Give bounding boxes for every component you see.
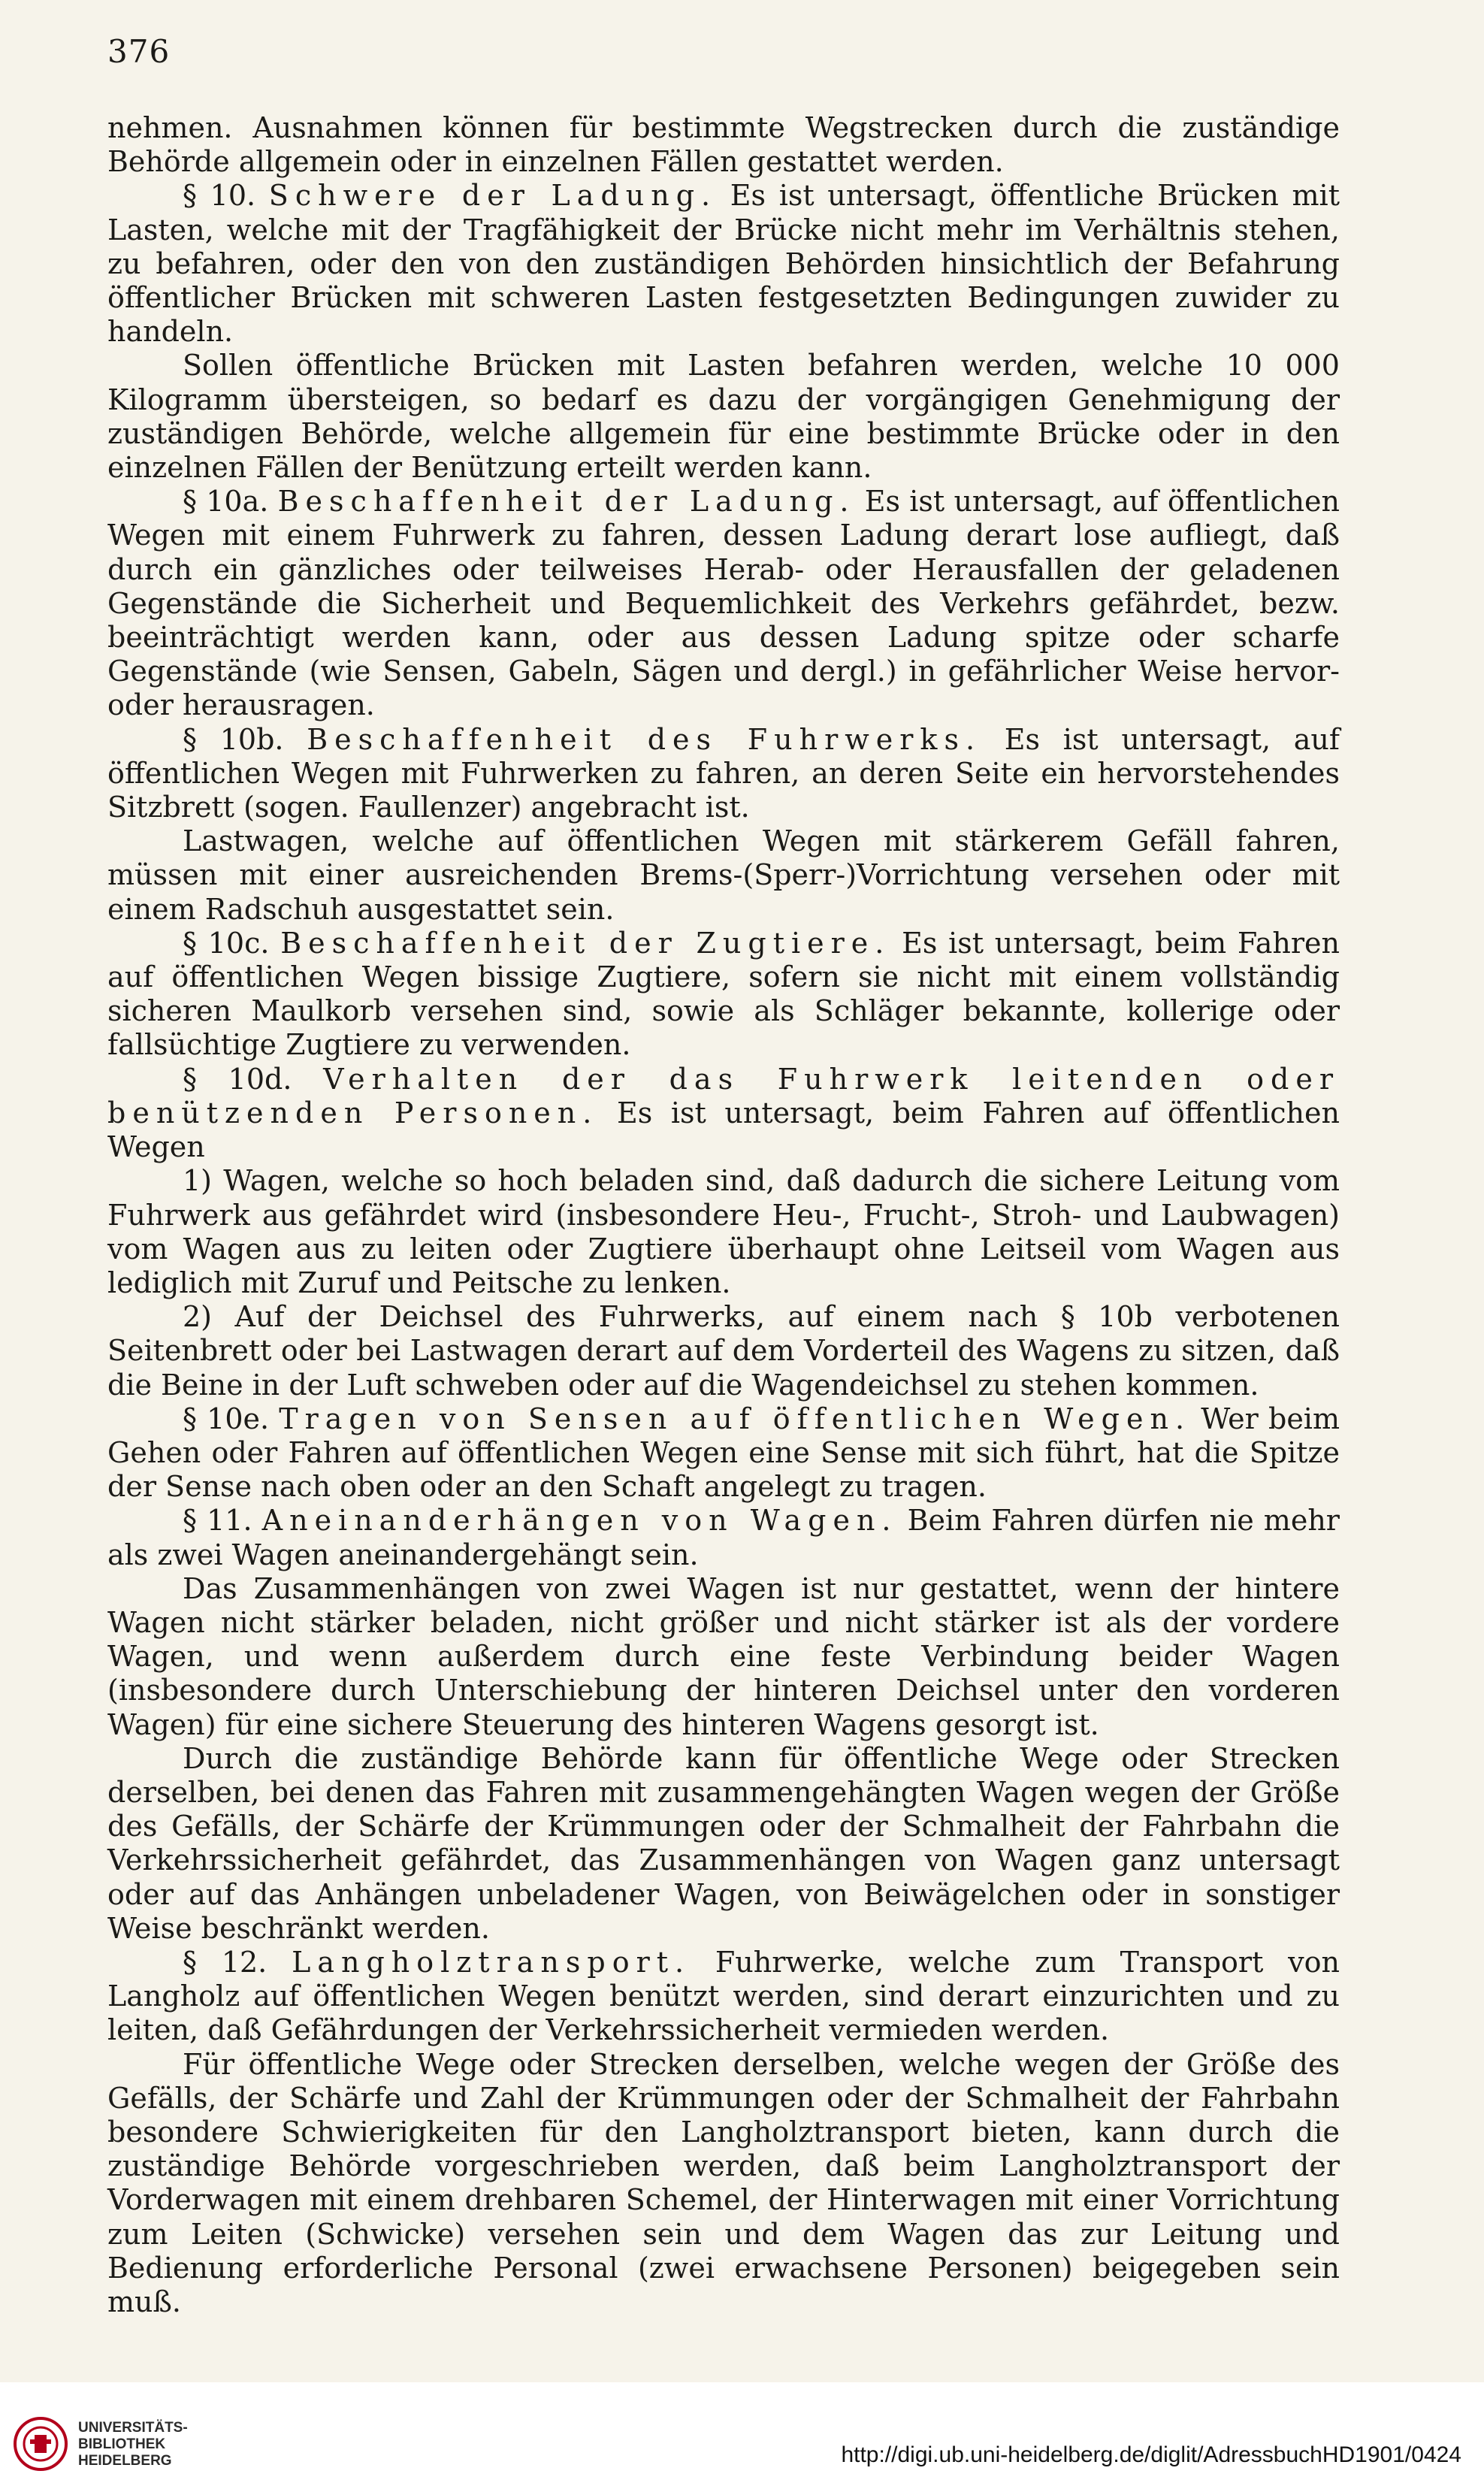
section-text: Es ist untersagt, auf öffentlichen Wegen mit Fuhrwerken zu fahren, an deren Seite ein hervorstehendes Sitzbrett (sogen. Faullenzer) angebracht ist. xyxy=(107,722,1340,824)
university-seal-icon xyxy=(14,2417,68,2471)
section-number: § 10d. xyxy=(183,1062,292,1096)
page-number: 376 xyxy=(107,33,171,70)
logo-line: BIBLIOTHEK xyxy=(78,2436,166,2452)
section-text: Es ist untersagt, beim Fahren auf öffentlichen Wegen bissige Zugtiere, sofern sie nicht mit einem vollständig sicheren Maulkorb versehen sind, sowie als Schläger bekannte, kollerige oder fallsüchtige Zugtiere zu verwenden. xyxy=(107,926,1340,1062)
list-item: 1) Wagen, welche so hoch beladen sind, daß dadurch die sichere Leitung vom Fuhrwerk aus gefährdet wird (insbesondere Heu-, Frucht-, Stroh- und Laubwagen) vom Wagen aus zu leiten oder Zugtiere überhaupt ohne Leitseil vom Wagen aus lediglich mit Zuruf und Peitsche zu lenken. xyxy=(107,1164,1340,1299)
logo-line: UNIVERSITÄTS- xyxy=(78,2420,188,2436)
footer-bar xyxy=(0,2382,1484,2489)
section-title: Aneinanderhängen von Wagen. xyxy=(261,1504,898,1538)
section-title: Beschaffenheit der Zugtiere. xyxy=(280,926,891,960)
section-text: Es ist untersagt, auf öffentlichen Wegen mit einem Fuhrwerk zu fahren, dessen Ladung derart lose aufliegt, daß durch ein gänzliches oder teilweises Herab- oder Herausfallen der geladenen Gegenstände die Sicherheit und Bequemlichkeit des Verkehrs gefährdet, bezw. beeinträchtigt werden kann, oder aus dessen Ladung spitze oder scharfe Gegenstände (wie Sensen, Gabeln, Sägen und dergl.) in gefährlicher Weise hervor- oder herausragen. xyxy=(107,485,1340,722)
section-paragraph xyxy=(107,179,1340,349)
section-number: § 10. xyxy=(183,179,256,213)
section-paragraph xyxy=(107,485,1340,722)
section-title: Beschaffenheit der Ladung. xyxy=(277,485,856,519)
paragraph: Lastwagen, welche auf öffentlichen Wegen mit stärkerem Gefäll fahren, müssen mit einer ausreichenden Brems-(Sperr-)Vorrichtung versehen oder mit einem Radschuh ausgestattet sein. xyxy=(107,824,1340,926)
section-title: Verhalten der das Fuhrwerk leitenden oder benützenden Personen. xyxy=(107,1062,1340,1130)
section-number: § 10a. xyxy=(183,485,269,519)
paragraph: Sollen öffentliche Brücken mit Lasten befahren werden, welche 10 000 Kilogramm übersteigen, so bedarf es dazu der vorgängigen Genehmigung der zuständigen Behörde, welche allgemein für eine bestimmte Brücke oder in den einzelnen Fällen der Benützung erteilt werden kann. xyxy=(107,349,1340,485)
section-text: Fuhrwerke, welche zum Transport von Langholz auf öffentlichen Wegen benützt werden, sind derart einzurichten und zu leiten, daß Gefährdungen der Verkehrssicherheit vermieden werden. xyxy=(107,1945,1340,2047)
paragraph: Durch die zuständige Behörde kann für öffentliche Wege oder Strecken derselben, bei denen das Fahren mit zusammengehängten Wagen wegen der Größe des Gefälls, der Schärfe der Krümmungen oder der Schmalheit der Fahrbahn die Verkehrssicherheit gefährdet, das Zusammenhängen von Wagen ganz untersagt oder auf das Anhängen unbeladener Wagen, von Beiwägelchen oder in sonstiger Weise beschränkt werden. xyxy=(107,1741,1340,1945)
library-logo-text xyxy=(78,2420,188,2469)
section-number: § 12. xyxy=(183,1945,267,1979)
section-number: § 10e. xyxy=(183,1402,270,1435)
section-text: Beim Fahren dürfen nie mehr als zwei Wagen aneinandergehängt sein. xyxy=(107,1504,1340,1571)
section-number: § 10c. xyxy=(183,926,270,960)
logo-line: HEIDELBERG xyxy=(78,2453,172,2469)
body-text xyxy=(107,111,1340,2319)
section-text: Es ist untersagt, öffentliche Brücken mit Lasten, welche mit der Tragfähigkeit der Brücke nicht mehr im Verhältnis stehen, zu befahren, oder den von den zuständigen Behörden hinsichtlich der Befahrung öffentlicher Brücken mit schweren Lasten festgesetzten Bedingungen zuwider zu handeln. xyxy=(107,179,1340,349)
paragraph: Für öffentliche Wege oder Strecken derselben, welche wegen der Größe des Gefälls, der Schärfe und Zahl der Krümmungen oder der Schmalheit der Fahrbahn besondere Schwierigkeiten für den Langholztransport bieten, kann durch die zuständige Behörde vorgeschrieben werden, daß beim Langholztransport der Vorderwagen mit einem drehbaren Schemel, der Hinterwagen mit einer Vorrichtung zum Leiten (Schwicke) versehen sein und dem Wagen das zur Leitung und Bedienung erforderliche Personal (zwei erwachsene Personen) beigegeben sein muß. xyxy=(107,2047,1340,2318)
section-paragraph xyxy=(107,1504,1340,1571)
section-paragraph xyxy=(107,927,1340,1063)
list-item: 2) Auf der Deichsel des Fuhrwerks, auf einem nach § 10b verbotenen Seitenbrett oder bei Lastwagen derart auf dem Vorderteil des Wagens zu sitzen, daß die Beine in der Luft schweben oder auf die Wagendeichsel zu stehen kommen. xyxy=(107,1300,1340,1402)
paragraph: Das Zusammenhängen von zwei Wagen ist nur gestattet, wenn der hintere Wagen nicht stärker beladen, nicht größer und nicht stärker ist als der vordere Wagen, und wenn außerdem durch eine feste Verbindung beider Wagen (insbesondere durch Unterschiebung der hinteren Deichsel unter den vorderen Wagen) für eine sichere Steuerung des hinteren Wagens gesorgt ist. xyxy=(107,1571,1340,1741)
section-paragraph xyxy=(107,1946,1340,2048)
section-title: Schwere der Ladung. xyxy=(268,179,718,213)
continuation-paragraph: nehmen. Ausnahmen können für bestimmte Wegstrecken durch die zuständige Behörde allgemein oder in einzelnen Fällen gestattet werden. xyxy=(107,111,1340,179)
section-text: Es ist untersagt, beim Fahren auf öffentlichen Wegen xyxy=(107,1096,1340,1164)
section-number: § 10b. xyxy=(183,722,284,756)
section-paragraph xyxy=(107,1063,1340,1165)
section-paragraph xyxy=(107,723,1340,825)
section-paragraph xyxy=(107,1402,1340,1505)
section-title: Langholztransport. xyxy=(292,1945,691,1979)
section-title: Tragen von Sensen auf öffentlichen Wegen. xyxy=(279,1402,1192,1435)
source-url-link[interactable]: http://digi.ub.uni-heidelberg.de/diglit/AdressbuchHD1901/0424 xyxy=(841,2442,1461,2467)
section-title: Beschaffenheit des Fuhrwerks. xyxy=(307,722,982,756)
section-text: Wer beim Gehen oder Fahren auf öffentlichen Wegen eine Sense mit sich führt, hat die Spitze der Sense nach oben oder an den Schaft angelegt zu tragen. xyxy=(107,1402,1340,1504)
section-number: § 11. xyxy=(183,1504,252,1538)
